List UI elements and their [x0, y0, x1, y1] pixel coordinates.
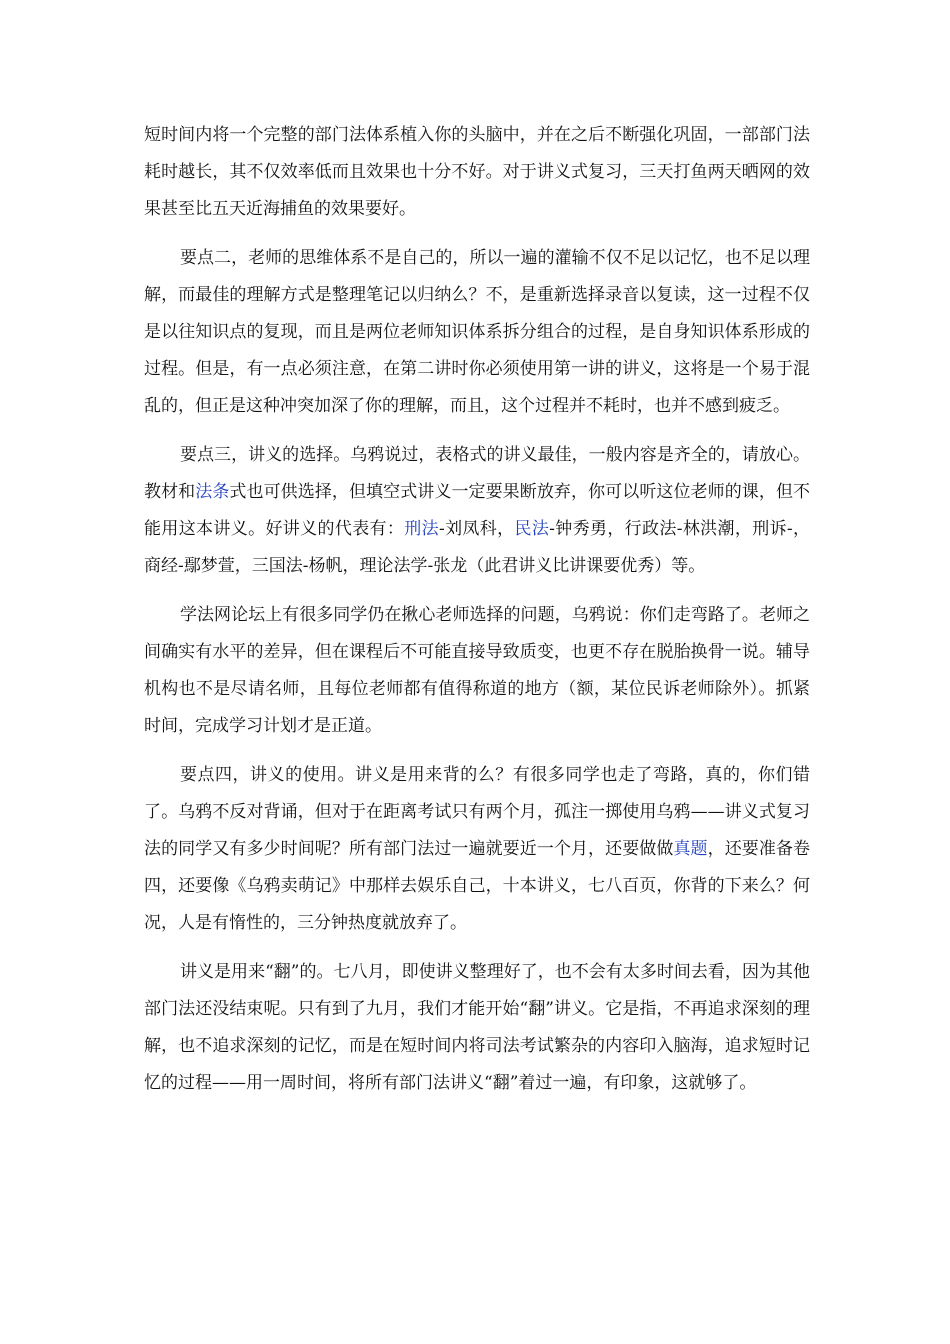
link-minfa[interactable]: 民法: [514, 519, 550, 539]
link-xingfa[interactable]: 刑法: [404, 519, 439, 539]
paragraph-1: [144, 117, 810, 228]
paragraph-text: -钟秀勇，行政法-林洪潮，刑诉-，商经-鄢梦萱，三国法-杨帆，理论法学-张龙（此君讲义比讲课要优秀）等。: [144, 519, 811, 576]
paragraph-4: [144, 597, 810, 745]
link-fatiao[interactable]: 法条: [195, 482, 230, 502]
paragraph-text: ，还要准备卷四，还要像《乌鸦卖萌记》中那样去娱乐自己，十本讲义，七八百页，你背的下来么？何况，人是有惰性的，三分钟热度就放弃了。: [144, 839, 811, 933]
paragraph-text: 式也可供选择，但填空式讲义一定要果断放弃，你可以听这位老师的课，但不能用这本讲义。好讲义的代表有：: [144, 482, 811, 539]
paragraph-3: [144, 437, 810, 585]
paragraph-text: 学法网论坛上有很多同学仍在揪心老师选择的问题，乌鸦说：你们走弯路了。老师之间确实有水平的差异，但在课程后不可能直接导致质变，也更不存在脱胎换骨一说。辅导机构也不是尽请名师，且每位老师都有值得称道的地方（额，某位民诉老师除外）。抓紧时间，完成学习计划才是正道。: [144, 605, 810, 736]
document-page: [144, 117, 810, 1114]
paragraph-text: 要点四，讲义的使用。讲义是用来背的么？有很多同学也走了弯路，真的，你们错了。乌鸦不反对背诵，但对于在距离考试只有两个月，孤注一掷使用乌鸦——讲义式复习法的同学又有多少时间呢？所有部门法过一遍就要近一个月，还要做做: [144, 765, 810, 859]
paragraph-2: [144, 240, 810, 425]
paragraph-text: 短时间内将一个完整的部门法体系植入你的头脑中，并在之后不断强化巩固，一部部门法耗时越长，其不仅效率低而且效果也十分不好。对于讲义式复习，三天打鱼两天晒网的效果甚至比五天近海捕鱼的效果要好。: [144, 125, 810, 219]
paragraph-text: 要点三，讲义的选择。乌鸦说过，表格式的讲义最佳，一般内容是齐全的，请放心。教材和: [144, 445, 810, 502]
paragraph-text: -刘凤科，: [438, 519, 515, 539]
paragraph-text: 讲义是用来“翻”的。七八月，即使讲义整理好了，也不会有太多时间去看，因为其他部门法还没结束呢。只有到了九月，我们才能开始“翻”讲义。它是指，不再追求深刻的理解，也不追求深刻的记忆，而是在短时间内将司法考试繁杂的内容印入脑海，追求短时记忆的过程——用一周时间，将所有部门法讲义“翻”着过一遍，有印象，这就够了。: [144, 962, 810, 1093]
paragraph-6: [144, 954, 810, 1102]
paragraph-5: [144, 757, 810, 942]
link-zhenti[interactable]: 真题: [673, 839, 708, 859]
paragraph-text: 要点二，老师的思维体系不是自己的，所以一遍的灌输不仅不足以记忆，也不足以理解，而最佳的理解方式是整理笔记以归纳么？不，是重新选择录音以复读，这一过程不仅是以往知识点的复现，而且是两位老师知识体系拆分组合的过程，是自身知识体系形成的过程。但是，有一点必须注意，在第二讲时你必须使用第一讲的讲义，这将是一个易于混乱的，但正是这种冲突加深了你的理解，而且，这个过程并不耗时，也并不感到疲乏。: [144, 248, 810, 416]
